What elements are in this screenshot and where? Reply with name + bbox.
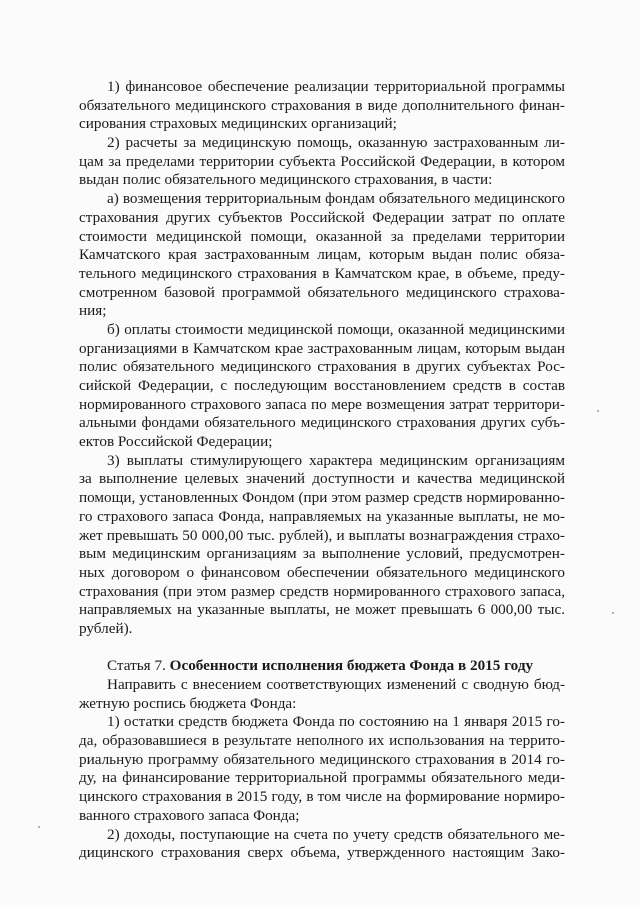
scan-speck xyxy=(612,612,614,614)
text-line: 1) остатки средств бюджета Фонда по состоянию на 1 января 2015 го- xyxy=(107,713,565,731)
text-line: 2) доходы, поступающие на счета по учету средств обязательного ме- xyxy=(107,825,565,843)
text-line: ду, на финансирование территориальной программы обязательного меди- xyxy=(79,769,565,787)
text-line: жет превышать 50 000,00 тыс. рублей), и выплаты вознаграждения страхо- xyxy=(79,526,565,544)
text-line: риальную программу обязательного медицинского страхования в 2014 го- xyxy=(79,750,565,768)
text-line: 3) выплаты стимулирующего характера медицинским организациям xyxy=(107,451,565,469)
text-line: нормированного страхового запаса по мере возмещения затрат территори- xyxy=(79,395,565,413)
text-line: вым медицинским организациям за выполнение условий, предусмотрен- xyxy=(79,545,565,563)
text-line: за выполнение целевых значений доступности и качества медицинской xyxy=(79,470,565,488)
text-line: ния; xyxy=(79,302,107,320)
text-line: а) возмещения территориальным фондам обязательного медицинского xyxy=(107,190,565,208)
text-line: ванного страхового запаса Фонда; xyxy=(79,806,300,824)
article-number: Статья 7. xyxy=(107,657,170,675)
text-line: ных договором о финансовом обеспечении обязательного медицинского xyxy=(79,563,565,581)
text-line: организациями в Камчатском крае застрахованным лицам, которым выдан xyxy=(79,339,565,357)
text-line: направляемых на указанные выплаты, не может превышать 6 000,00 тыс. xyxy=(79,601,565,619)
text-line: полис обязательного медицинского страхования в других субъектах Рос- xyxy=(79,358,565,376)
text-line: 2) расчеты за медицинскую помощь, оказанную застрахованным ли- xyxy=(107,134,565,152)
text-line: Камчатского края застрахованным лицам, которым выдан полис обяза- xyxy=(79,246,565,264)
text-line: альными фондами обязательного медицинского страхования других субъ- xyxy=(79,414,565,432)
text-line: го страхового запаса Фонда, направляемых на указанные выплаты, не мо- xyxy=(79,507,565,525)
text-line: обязательного медицинского страхования в виде дополнительного финан- xyxy=(79,96,565,114)
article-heading xyxy=(79,657,565,676)
scan-speck xyxy=(38,826,40,828)
text-line: б) оплаты стоимости медицинской помощи, оказанной медицинскими xyxy=(107,320,565,338)
spacer xyxy=(79,639,565,658)
text-line: смотренном базовой программой обязательного медицинского страхова- xyxy=(79,283,565,301)
text-line: рублей). xyxy=(79,619,133,637)
text-line: сийской Федерации, с последующим восстановлением средств в состав xyxy=(79,377,565,394)
text-line: ектов Российской Федерации; xyxy=(79,433,273,451)
paragraphs-before-article xyxy=(79,78,565,639)
text-line: дицинского страхования сверх объема, утвержденного настоящим Зако- xyxy=(79,844,565,862)
paragraphs-after-article xyxy=(79,676,565,863)
text-line: тельного медицинского страхования в Камчатском крае, в объеме, преду- xyxy=(79,264,565,282)
text-line: стоимости медицинской помощи, оказанной за пределами территории xyxy=(79,227,565,245)
text-line: да, образовавшиеся в результате неполного их использования на террито- xyxy=(79,732,565,750)
document-body xyxy=(79,78,565,863)
scan-speck xyxy=(597,410,599,412)
text-line: помощи, установленных Фондом (при этом размер средств нормированно- xyxy=(79,489,565,507)
article-title: Особенности исполнения бюджета Фонда в 2015 году xyxy=(169,657,534,675)
text-line: страхования других субъектов Российской Федерации затрат по оплате xyxy=(79,208,565,226)
text-line: сирования страховых медицинских организаций; xyxy=(79,115,397,133)
text-line: цинского страхования в 2015 году, в том числе на формирование нормиро- xyxy=(79,788,565,806)
text-line: выдан полис обязательного медицинского страхования, в части: xyxy=(79,171,493,189)
text-line: жетную роспись бюджета Фонда: xyxy=(79,694,297,712)
text-line: цам за пределами территории субъекта Российской Федерации, в котором xyxy=(79,152,565,170)
text-line: страхования (при этом размер средств нормированного страхового запаса, xyxy=(79,582,565,600)
text-line: 1) финансовое обеспечение реализации территориальной программы xyxy=(107,78,565,95)
text-line: Направить с внесением соответствующих изменений с сводную бюд- xyxy=(107,676,565,693)
